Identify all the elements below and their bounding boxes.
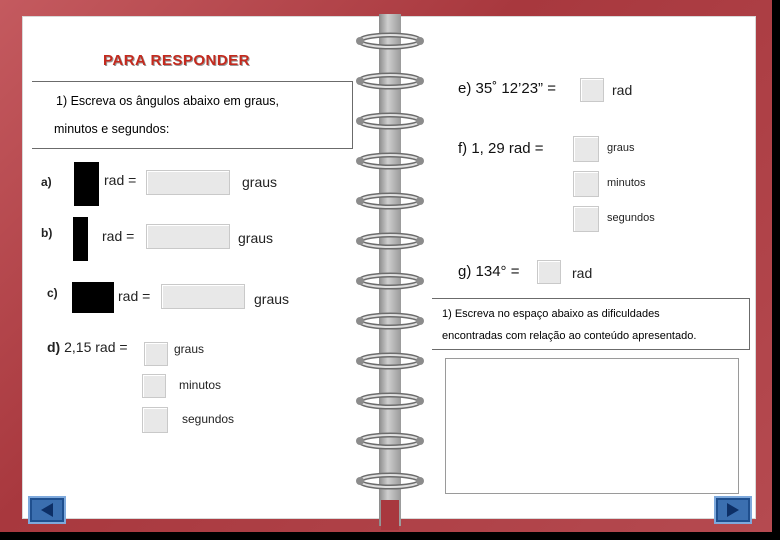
item-b-image [73, 217, 88, 261]
item-c-input[interactable] [161, 284, 245, 309]
binder-ring [350, 270, 430, 292]
item-f-segundos-unit: segundos [607, 212, 655, 224]
item-f-segundos-input[interactable] [573, 206, 599, 232]
prev-button[interactable] [28, 496, 66, 524]
item-d-label: d) [47, 339, 61, 355]
item-c-rad: rad = [118, 288, 151, 304]
item-f-expr: f) 1, 29 rad = [458, 140, 544, 157]
item-a-input[interactable] [146, 170, 230, 195]
notebook-spine-bottom [381, 500, 399, 530]
binder-ring [350, 470, 430, 492]
binder-ring [350, 150, 430, 172]
item-a-label: a) [41, 175, 52, 189]
item-d-expr: 2,15 rad = [64, 339, 128, 355]
item-a-image [74, 162, 99, 206]
item-c-label: c) [47, 286, 58, 300]
item-b-input[interactable] [146, 224, 230, 249]
item-a-rad: rad = [104, 172, 137, 188]
item-d [47, 339, 128, 355]
arrow-right-icon [721, 501, 745, 519]
binder-ring [350, 390, 430, 412]
item-d-minutos-unit: minutos [179, 378, 222, 392]
item-f-minutos-input[interactable] [573, 171, 599, 197]
item-f-graus-input[interactable] [573, 136, 599, 162]
item-e-unit: rad [612, 82, 633, 98]
item-b-unit: graus [238, 230, 274, 246]
reflection-task-line2: encontradas com relação ao conteúdo apresentado. [442, 330, 697, 342]
page-title: PARA RESPONDER [103, 52, 251, 69]
reflection-task-box [432, 298, 750, 350]
binder-ring [350, 70, 430, 92]
item-a-unit: graus [242, 174, 278, 190]
binder-ring [350, 110, 430, 132]
item-d-minutos-input[interactable] [142, 374, 166, 398]
item-e-expr: e) 35˚ 12’23” = [458, 80, 556, 97]
item-g-input[interactable] [537, 260, 561, 284]
binder-ring [350, 30, 430, 52]
item-d-segundos-input[interactable] [142, 407, 168, 433]
binder-ring [350, 310, 430, 332]
task-text-line1: 1) Escreva os ângulos abaixo em graus, [56, 94, 280, 108]
binder-ring [350, 350, 430, 372]
item-d-graus-input[interactable] [144, 342, 168, 366]
item-d-segundos-unit: segundos [182, 412, 235, 426]
binder-ring [350, 230, 430, 252]
item-b-label: b) [41, 226, 53, 240]
item-g-unit: rad [572, 265, 593, 281]
arrow-left-icon [35, 501, 59, 519]
binder-ring [350, 190, 430, 212]
item-c-unit: graus [254, 291, 290, 307]
next-button[interactable] [714, 496, 752, 524]
item-b-rad: rad = [102, 228, 135, 244]
reflection-task-line1: 1) Escreva no espaço abaixo as dificuldades [442, 308, 660, 320]
item-d-graus-unit: graus [174, 342, 205, 356]
difficulties-textarea[interactable] [445, 358, 739, 494]
task-text-line2: minutos e segundos: [54, 122, 170, 136]
task-box [32, 81, 353, 149]
item-g-expr: g) 134° = [458, 263, 520, 280]
item-f-graus-unit: graus [607, 142, 635, 154]
item-c-image [72, 282, 114, 313]
item-e-input[interactable] [580, 78, 604, 102]
item-f-minutos-unit: minutos [607, 177, 646, 189]
binder-ring [350, 430, 430, 452]
